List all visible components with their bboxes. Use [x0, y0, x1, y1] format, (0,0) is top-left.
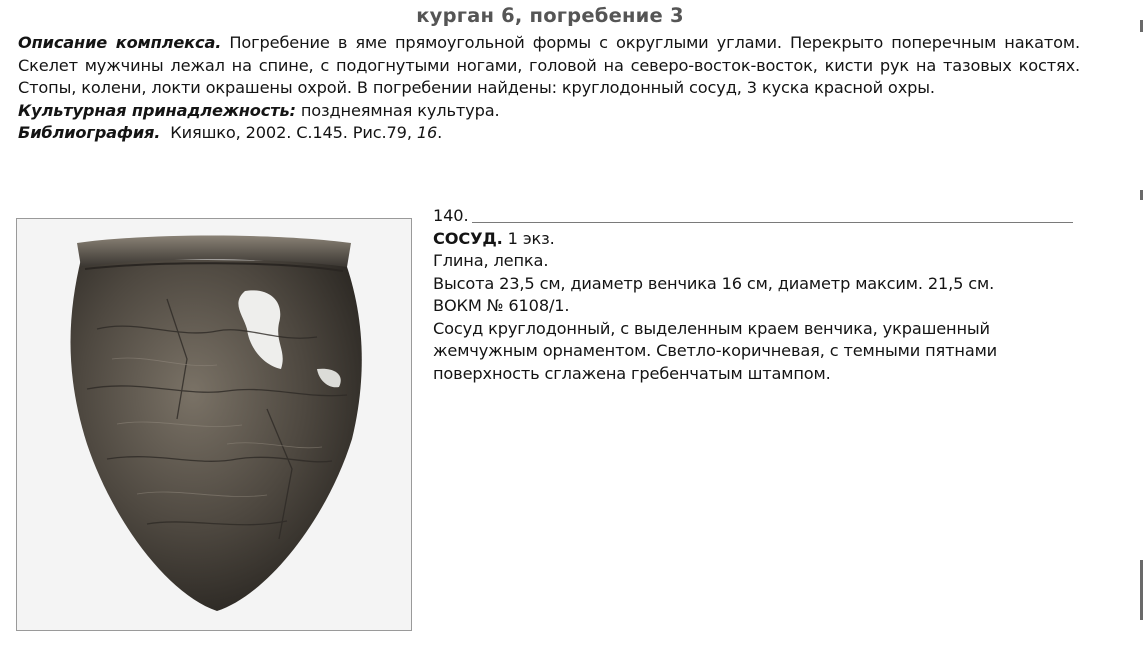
item-inventory: ВОКМ № 6108/1. [433, 296, 570, 315]
vessel-image [17, 219, 412, 631]
item-title-line [433, 228, 1073, 251]
catalog-number: 140. [433, 206, 469, 225]
scan-edge-mark [1140, 560, 1143, 620]
bibliography-text: Кияшко, 2002. С.145. Рис.79, [170, 123, 412, 142]
catalog-divider [472, 222, 1073, 223]
culture-line [18, 100, 1080, 123]
item-dimensions: Высота 23,5 см, диаметр венчика 16 см, диаметр максим. 21,5 см. [433, 273, 995, 293]
culture-label: Культурная принадлежность: [18, 100, 296, 120]
bibliography-end: . [437, 123, 443, 142]
burial-heading: курган 6, погребение 3 [416, 4, 684, 27]
vessel-photo [16, 218, 412, 631]
catalog-number-row [433, 205, 1073, 228]
bibliography-figure: 16 [416, 123, 438, 142]
item-material: Глина, лепка. [433, 251, 549, 270]
item-title: СОСУД. [433, 228, 503, 248]
scan-edge-mark [1140, 20, 1143, 32]
item-description: Сосуд круглодонный, с выделенным краем венчика, украшенный жемчужным орнаментом. Светло-коричневая, с темными пятнами поверхность сглажена гребенчатым штампом. [433, 318, 998, 383]
catalog-entry [433, 205, 1073, 385]
culture-text: позднеямная культура. [300, 100, 500, 120]
bibliography-label: Библиография. [18, 123, 161, 142]
description-label: Описание комплекса. [18, 33, 222, 52]
description-text: Погребение в яме прямоугольной формы с округлыми углами. Перекрыто поперечным накатом. Скелет мужчины лежал на спине, с подогнутыми ногами, головой на северо-восток-восток, кисти рук на тазовых костях. Стопы, колени, локти окрашены охрой. В погребении найдены: круглодонный сосуд, 3 куска красной охры. [18, 33, 1080, 97]
complex-info [18, 32, 1080, 145]
item-count: 1 экз. [507, 228, 555, 248]
complex-description [18, 32, 1080, 100]
scan-edge-mark [1140, 190, 1143, 200]
bibliography-line [18, 122, 1080, 145]
